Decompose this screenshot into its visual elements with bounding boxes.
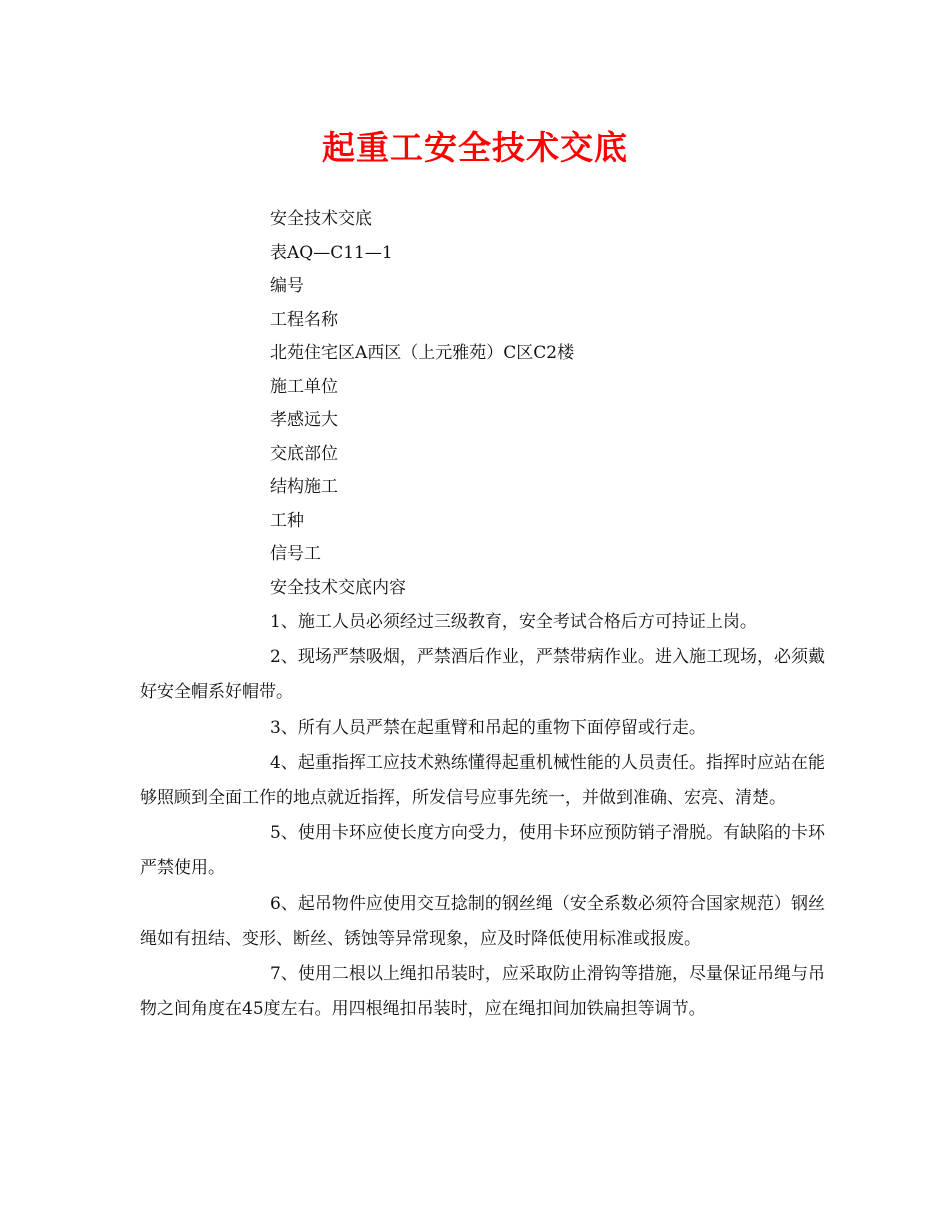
- field-line: 施工单位: [270, 376, 338, 397]
- instruction-paragraph: 6、起吊物件应使用交互捻制的钢丝绳（安全系数必须符合国家规范）钢丝绳如有扭结、变形、断丝、锈蚀等异常现象，应及时降低使用标准或报废。: [140, 893, 825, 949]
- instruction-paragraph: 4、起重指挥工应技术熟练懂得起重机械性能的人员责任。指挥时应站在能够照顾到全面工作的地点就近指挥，所发信号应事先统一，并做到准确、宏亮、清楚。: [140, 752, 825, 809]
- field-line: 结构施工: [270, 477, 338, 497]
- field-line: 工程名称: [270, 309, 338, 330]
- field-line: 交底部位: [270, 443, 338, 464]
- instruction-paragraph: 3、所有人员严禁在起重臂和吊起的重物下面停留或行走。: [270, 717, 706, 738]
- header-field-list: [270, 203, 574, 605]
- instruction-body: [140, 605, 825, 1027]
- field-line: 安全技术交底: [270, 209, 372, 229]
- field-line: 工种: [270, 510, 304, 531]
- field-line: 编号: [270, 276, 304, 296]
- document-title: 起重工安全技术交底: [322, 128, 628, 167]
- field-line: 孝感远大: [270, 410, 338, 430]
- field-line: 信号工: [270, 544, 321, 564]
- field-line: 安全技术交底内容: [270, 577, 406, 598]
- field-line: 北苑住宅区A西区（上元雅苑）C区C2楼: [270, 343, 575, 363]
- instruction-paragraph: 2、现场严禁吸烟，严禁酒后作业，严禁带病作业。进入施工现场，必须戴好安全帽系好帽带。: [140, 647, 825, 703]
- instruction-paragraph: 7、使用二根以上绳扣吊装时，应采取防止滑钩等措施，尽量保证吊绳与吊物之间角度在45度左右。用四根绳扣吊装时，应在绳扣间加铁扁担等调节。: [140, 964, 825, 1020]
- field-line: 表AQ—C11—1: [270, 242, 393, 263]
- instruction-paragraph: 5、使用卡环应使长度方向受力，使用卡环应预防销子滑脱。有缺陷的卡环严禁使用。: [140, 823, 825, 879]
- instruction-paragraph: 1、施工人员必须经过三级教育，安全考试合格后方可持证上岗。: [270, 612, 757, 632]
